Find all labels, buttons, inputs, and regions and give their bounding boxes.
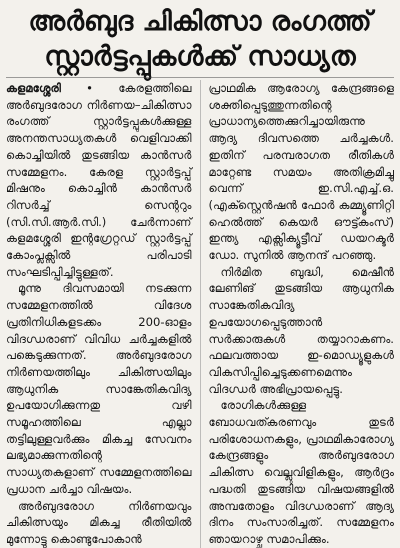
left-paragraph-1 (6, 80, 192, 280)
right-paragraph-3: രോഗികൾക്കുള്ള ബോധവത്കരണവും തുടർ പരിശോധനകളും, പ്രാഥമികാരോഗ്യ കേന്ദ്രങ്ങളും അർബുദരോഗ ചികിത്സ വെല്ലുവിളികളും, ആർദ്രം പദ്ധതി തുടങ്ങിയ വിഷയങ്ങളിൽ അമ്പതോളം വിദഗ്ധരാണ് ആദ്യ ദിനം സംസാരിച്ചത്. സമ്മേളനം ഞായറാഴ്ച സമാപിക്കും. (208, 398, 394, 546)
left-paragraph-3: അർബുദരോഗ നിർണയവും ചികിത്സയും മികച്ച രീതിയിൽ മുന്നോട്ടു കൊണ്ടുപോകാൻ (6, 498, 192, 546)
article-body (6, 80, 394, 548)
left-paragraph-1-text: • കേരളത്തിലെ അർബുദരോഗ നിർണയ–ചികിത്സാ രംഗത്ത് സ്റ്റാർട്ടപ്പുകൾക്കുള്ള അനന്തസാധ്യതകൾ വെളിവാക്കി കൊച്ചിയിൽ തുടങ്ങിയ കാൻസർ സമ്മേളനം. കേരള സ്റ്റാർട്ടപ്പ് മിഷനും കൊച്ചിൻ കാൻസർ റിസർച്ച് സെന്ററും (സി.സി.ആർ.സി.) ചേർന്നാണ് കളമശ്ശേരി ഇന്റഗ്രേറ്റഡ് സ്റ്റാർട്ടപ്പ് കോംപ്ലക്സിൽ പരിപാടി സംഘടിപ്പിച്ചിട്ടുള്ളത്. (6, 81, 192, 279)
article-headline (6, 4, 394, 74)
column-divider (200, 80, 201, 548)
right-paragraph-2: നിർമിത ബുദ്ധി, മെഷീൻ ലേണിങ് തുടങ്ങിയ ആധുനിക സാങ്കേതികവിദ്യ ഉപയോഗപ്പെടുത്താൻ സർക്കാരുകൾ തയ്യാറാകണം. ഫലവത്തായ ഇ-മൊഡ്യൂളുകൾ വികസിപ്പിച്ചെടുക്കണമെന്നും വിദഗ്ധർ അഭിപ്രായപ്പെട്ടു. (208, 264, 394, 396)
dateline: കളമശ്ശേരി (6, 81, 61, 95)
headline-line-2: സ്റ്റാർട്ടപ്പുകൾക്ക് സാധ്യത (44, 41, 356, 72)
headline-line-1: അർബുദ ചികിത്സാ രംഗത്ത് (28, 6, 372, 37)
left-paragraph-2: മൂന്നു ദിവസമായി നടക്കുന്ന സമ്മേളനത്തിൽ വിദേശ പ്രതിനിധികളടക്കം 200-ഓളം വിദഗ്ധരാണ് വിവിധ ചർച്ചകളിൽ പങ്കെടുക്കുന്നത്. അർബുദരോഗ നിർണയത്തിലും ചികിത്സയിലും ആധുനിക സാങ്കേതികവിദ്യ ഉപയോഗിക്കുന്നതു വഴി സമൂഹത്തിലെ എല്ലാ തട്ടിലുള്ളവർക്കും മികച്ച സേവനം ലഭ്യമാക്കുന്നതിന്റെ സാധ്യതകളാണ് സമ്മേളനത്തിലെ പ്രധാന ചർച്ചാ വിഷയം. (6, 281, 192, 496)
right-paragraph-1: പ്രാഥമിക ആരോഗ്യ കേന്ദ്രങ്ങളെ ശക്തിപ്പെടുത്തുന്നതിന്റെ പ്രാധാന്യത്തെക്കുറിച്ചായിരുന്നു ആദ്യ ദിവസത്തെ ചർച്ചകൾ. ഇതിന് പരമ്പരാഗത രീതികൾ മാറ്റേണ്ട സമയം അതിക്രമിച്ചു വെന്ന് ഇ.സി.എച്ച്.ഒ. (എക്സ്റ്റെൻഷൻ ഫോർ കമ്മ്യൂണിറ്റി ഹെൽത്ത് കെയർ ഔട്ട്കംസ്) ഇന്ത്യ എക്സിക്യൂട്ടീവ് ഡയറക്ടർ ഡോ. സുനിൽ ആനന്ദ് പറഞ്ഞു. (208, 81, 394, 263)
right-column (209, 80, 395, 548)
left-column (6, 80, 192, 548)
headline-divider (6, 77, 394, 78)
